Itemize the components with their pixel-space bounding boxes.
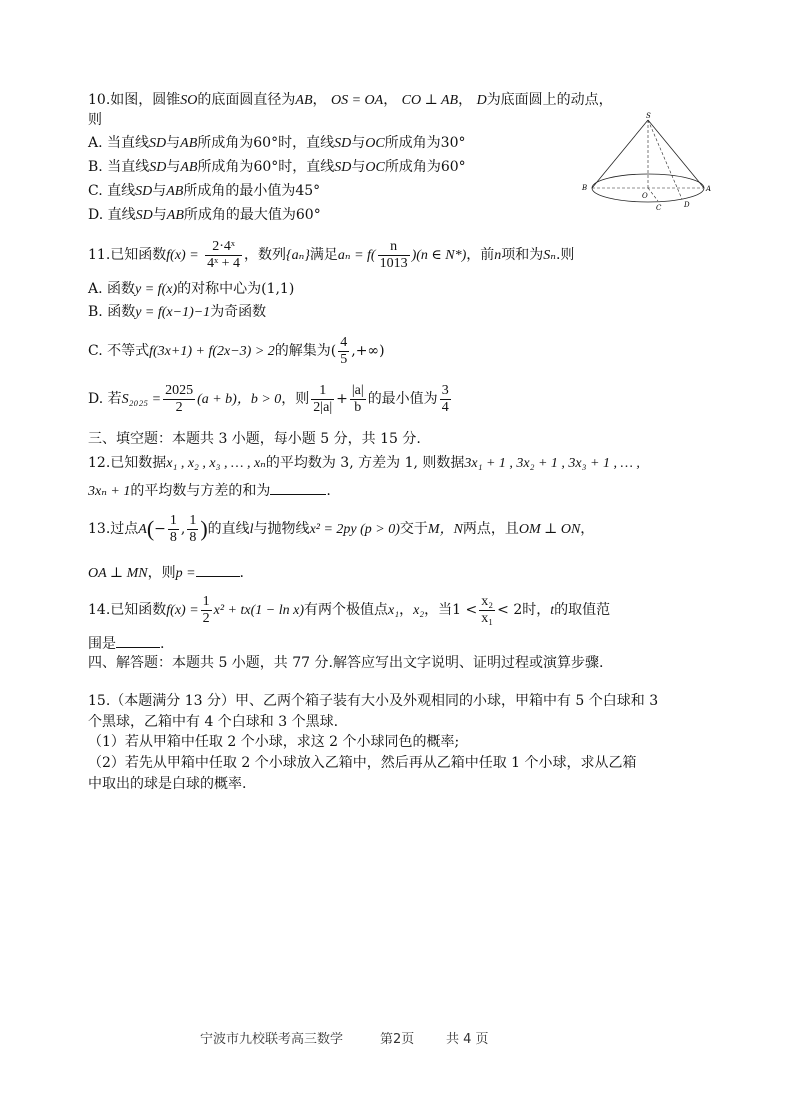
q11-option-d (88, 380, 453, 419)
text: C. 不等式 (88, 343, 150, 359)
section-3-header: 三、填空题：本题共 3 小题，每小题 5 分，共 15 分. (88, 431, 421, 447)
text: B. 函数 (88, 304, 136, 320)
q15-line1: 15.（本题满分 13 分）甲、乙两个箱子装有大小及外观相同的小球，甲箱中有 5 个白球和 3 (88, 693, 659, 709)
fraction (479, 594, 495, 627)
text: .则 (555, 247, 575, 263)
numerator: n (378, 239, 410, 256)
q11-option-b (88, 302, 266, 323)
q10-option-a (88, 133, 465, 154)
segment-oc (648, 188, 658, 201)
expr: y = f(x−1)−1 (135, 305, 211, 320)
var: AB (166, 184, 184, 199)
fraction (201, 594, 212, 627)
text: 与 (166, 135, 181, 151)
denominator: 2 (175, 399, 183, 415)
paren: ,+∞) (351, 343, 385, 359)
numerator: 1 (311, 383, 334, 400)
numerator: x₂ (481, 593, 494, 609)
var: SD (149, 160, 167, 175)
label-c: C (656, 204, 662, 212)
answer-blank[interactable] (116, 633, 160, 648)
expr: b > 0 (250, 392, 282, 407)
text: ， (580, 521, 595, 537)
var-d: D (476, 93, 487, 108)
fraction (163, 383, 195, 416)
angle: 60° (295, 207, 321, 223)
var: SD (334, 160, 352, 175)
text: C. 直线 (88, 183, 136, 199)
angle: 45° (295, 183, 321, 199)
text: 的平均数与方差的和为 (130, 483, 271, 499)
expr: 3xₙ + 1 (88, 484, 131, 499)
text: . (239, 565, 244, 581)
expr: p = (175, 566, 196, 581)
expr: {aₙ} (286, 248, 310, 263)
text: 满足 (309, 247, 338, 263)
expr: x² = 2py (p > 0) (309, 522, 400, 537)
text: ，则 (147, 565, 176, 581)
var: AB (166, 208, 184, 223)
angle: 30° (440, 135, 466, 151)
expr: 1 < (452, 602, 478, 618)
expr: 3x₁ + 1 , 3x₂ + 1 , 3x₃ + 1 , … , (464, 456, 640, 471)
var: Sₙ (543, 248, 556, 263)
q11-option-a (88, 279, 294, 300)
fraction (440, 383, 451, 416)
footer-total: 共 4 页 (446, 1032, 489, 1047)
text: 14.已知函数 (88, 602, 167, 618)
q14-line2 (88, 633, 164, 654)
numerator: |a| (351, 382, 364, 398)
answer-blank[interactable] (270, 480, 326, 495)
q13-line1: 13.过点A(− $\frac{1}{8}$ , $\frac{1}{8}$ )的直线l与抛物线x² = 2py (p > 0)交于M，N两点，且OM ⊥ ON， (88, 512, 595, 545)
text: 与 (166, 159, 181, 175)
q15-line2: 个黑球，乙箱中有 4 个白球和 3 个黑球. (88, 714, 339, 730)
text: 则 (88, 112, 102, 128)
numerator: 3 (441, 382, 449, 398)
denominator: 5 (340, 351, 348, 367)
expr: y = f(x) (135, 282, 178, 297)
expr: x² + tx(1 − ln x) (213, 603, 304, 618)
text: 13.过点 (88, 521, 139, 537)
var: AB (180, 136, 198, 151)
text: ，则 (281, 391, 310, 407)
expr: )(n ∈ N*) (411, 248, 467, 263)
q10-stem (88, 90, 613, 111)
text: 的解集为 (274, 343, 331, 359)
text: 10.如图，圆锥 (88, 92, 181, 108)
q12-line2 (88, 480, 331, 502)
text: 与 (351, 159, 366, 175)
text: 时，直线 (278, 135, 335, 151)
op: + (336, 391, 348, 407)
expr: < 2 (497, 602, 523, 618)
text: ， (383, 92, 398, 108)
text: ， (458, 92, 473, 108)
angle: 60° (253, 135, 279, 151)
text: 项和为 (501, 247, 544, 263)
text: 所成角为 (197, 159, 254, 175)
var: l (249, 522, 254, 537)
cone-edge-right (648, 120, 704, 188)
text: 与 (351, 135, 366, 151)
denominator: 4 (441, 399, 449, 415)
expr: f(x) = (166, 603, 199, 618)
denominator: x₁ (481, 610, 494, 626)
text: 的取值范 (554, 602, 611, 618)
var: SD (149, 136, 167, 151)
var-so: SO (180, 93, 198, 108)
paren: ) (200, 516, 208, 541)
text: 的底面圆直径为 (197, 92, 296, 108)
fraction (378, 239, 410, 272)
var: SD (135, 184, 153, 199)
expr: OM ⊥ ON (518, 522, 581, 537)
label-b: B (582, 184, 588, 192)
text: B. 当直线 (88, 159, 150, 175)
paren: ( (330, 343, 337, 359)
text: 的平均数为 3, 方差为 1, 则数据 (265, 455, 465, 471)
numerator: 1 (169, 512, 177, 528)
text: 所成角的最大值为 (183, 207, 296, 223)
angle: 60° (440, 159, 466, 175)
q13-line2 (88, 562, 244, 584)
denominator: 1013 (379, 255, 408, 271)
text: 的最小值为 (367, 391, 438, 407)
footer-title: 宁波市九校联考高三数学 (200, 1032, 344, 1047)
expr: x₁ , x₂ , x₃ , … , xₙ (166, 456, 266, 471)
text: ，数列 (244, 247, 287, 263)
q11-option-c (88, 332, 385, 371)
text: 所成角的最小值为 (183, 183, 296, 199)
expr: (1,1) (261, 281, 295, 297)
expr: OA ⊥ MN (88, 566, 148, 581)
denominator: 2|a| (313, 399, 333, 415)
var: t (550, 603, 555, 618)
expr: f(3x+1) + f(2x−3) > 2 (149, 344, 275, 359)
fraction (338, 335, 349, 368)
var: x₂ (413, 603, 425, 618)
var: OC (365, 136, 385, 151)
text: . (326, 483, 331, 499)
text: 所成角为 (384, 135, 441, 151)
var: SD (334, 136, 352, 151)
var: x₁ (387, 603, 400, 618)
label-o: O (642, 192, 648, 200)
numerator: 2025 (165, 382, 194, 398)
var: A (138, 522, 147, 537)
text: 时， (522, 602, 551, 618)
cone-figure (580, 110, 720, 220)
q12-line1 (88, 453, 640, 474)
text: 有两个极值点 (303, 602, 388, 618)
var: OC (365, 160, 385, 175)
text: 围是 (88, 636, 116, 652)
expr: M，N (427, 522, 463, 537)
label-d: D (684, 201, 690, 209)
cone-edge-left (592, 120, 648, 188)
denominator: b (354, 399, 362, 415)
expr: f(x) = (166, 248, 199, 263)
text: 与 (152, 183, 167, 199)
text: 时，直线 (278, 159, 335, 175)
text: 的对称中心为 (177, 281, 262, 297)
q10-option-d (88, 205, 321, 226)
fraction (168, 513, 179, 546)
angle: 60° (253, 159, 279, 175)
var: SD (135, 208, 153, 223)
text: 所成角为 (197, 135, 254, 151)
q15-part1: （1）若从甲箱中任取 2 个小球，求这 2 个小球同色的概率; (88, 734, 460, 750)
text: 两点，且 (462, 521, 519, 537)
expr: S₂₀₂₅ = (121, 392, 162, 407)
text: . (160, 636, 165, 652)
label-s: S (646, 112, 651, 120)
eq-os-oa: OS = OA (330, 93, 384, 108)
denominator: 2 (202, 610, 210, 626)
text: 与抛物线 (253, 521, 310, 537)
footer-page: 第2页 (380, 1032, 415, 1047)
expr: (a + b)， (197, 392, 251, 407)
answer-blank[interactable] (196, 562, 240, 577)
comma: , (180, 521, 186, 537)
q10-stem-cont (88, 110, 102, 130)
q15-part2-cont: 中取出的球是白球的概率. (88, 776, 247, 792)
denominator: 4ˣ + 4 (207, 255, 241, 271)
q11-stem (88, 236, 574, 275)
numerator: 1 (189, 512, 197, 528)
numerator: 4 (340, 334, 348, 350)
q15-part2: （2）若先从甲箱中任取 2 个小球放入乙箱中，然后再从乙箱中任取 1 个小球，求从乙箱 (88, 755, 637, 771)
label-a: A (706, 185, 712, 193)
text: ，当 (424, 602, 453, 618)
text: D. 若 (88, 391, 122, 407)
section-4-header: 四、解答题：本题共 5 小题，共 77 分.解答应写出文字说明、证明过程或演算步骤. (88, 655, 604, 671)
q10-option-b (88, 157, 466, 178)
text: 的直线 (207, 521, 250, 537)
q10-option-c (88, 181, 320, 202)
text: 为奇函数 (210, 304, 267, 320)
text: 交于 (399, 521, 428, 537)
text: 所成角为 (384, 159, 441, 175)
fraction (350, 383, 366, 416)
fraction (187, 513, 198, 546)
text: D. 直线 (88, 207, 136, 223)
numerator: 2·4ˣ (205, 239, 242, 256)
var: n (494, 248, 502, 263)
fraction (205, 239, 242, 272)
text: 11.已知函数 (88, 247, 167, 263)
paren: ( (146, 516, 155, 541)
text: ， (312, 92, 327, 108)
numerator: 1 (202, 593, 210, 609)
segment-sd (648, 120, 682, 199)
text: ，前 (466, 247, 495, 263)
denominator: 8 (169, 529, 177, 545)
text: 12.已知数据 (88, 455, 167, 471)
text: ， (399, 602, 414, 618)
eq-co-perp-ab: CO ⊥ AB (401, 93, 459, 108)
denominator: 8 (189, 529, 197, 545)
fraction (311, 383, 334, 416)
text: 与 (152, 207, 167, 223)
var: AB (180, 160, 198, 175)
text: 为底面圆上的动点， (486, 92, 613, 108)
expr: aₙ = f( (337, 248, 376, 263)
q14-line1 (88, 591, 610, 630)
text: A. 当直线 (88, 135, 150, 151)
text: A. 函数 (88, 281, 136, 297)
var-ab: AB (295, 93, 313, 108)
